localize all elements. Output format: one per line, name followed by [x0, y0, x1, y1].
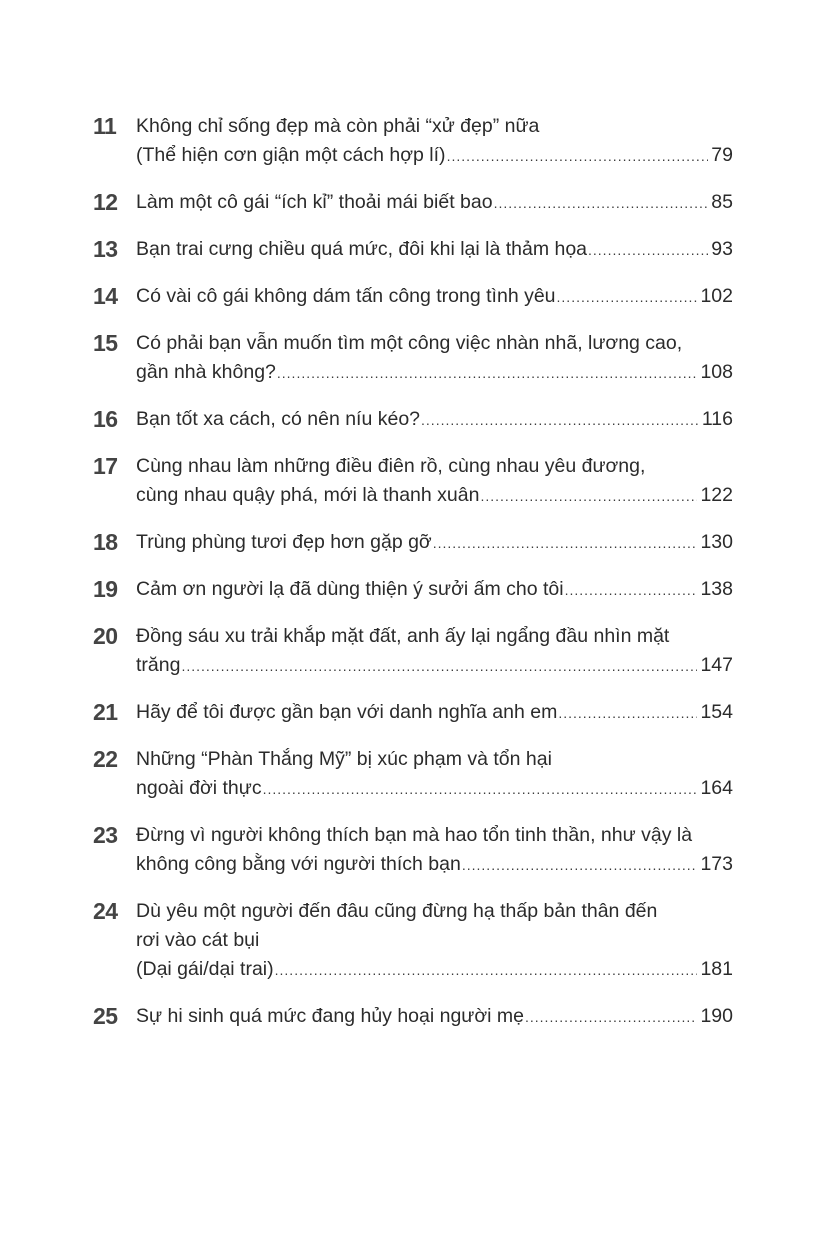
toc-entry[interactable]	[93, 112, 733, 171]
toc-entry[interactable]	[93, 1002, 733, 1032]
title-line: Dù yêu một người đến đâu cũng đừng hạ thấp bản thân đến	[136, 900, 658, 922]
title-line: Sự hi sinh quá mức đang hủy hoại người mẹ	[136, 1005, 524, 1027]
entry-body	[136, 329, 733, 388]
toc-entry[interactable]	[93, 622, 733, 681]
toc-entry[interactable]	[93, 282, 733, 312]
chapter-number: 14	[93, 283, 118, 309]
toc-entry[interactable]	[93, 452, 733, 511]
title-line: Trùng phùng tươi đẹp hơn gặp gỡ	[136, 531, 432, 553]
toc-entry[interactable]	[93, 188, 733, 218]
dot-leader	[494, 189, 709, 218]
leader-line	[136, 235, 733, 265]
page-number: 138	[700, 578, 733, 600]
title-line: Làm một cô gái “ích kỉ” thoải mái biết bao	[136, 191, 493, 213]
entry-body	[136, 1002, 733, 1032]
chapter-number: 15	[93, 330, 118, 356]
entry-body	[136, 575, 733, 605]
title-line: Không chỉ sống đẹp mà còn phải “xử đẹp” nữa	[136, 115, 540, 137]
page-number: 108	[700, 361, 733, 383]
dot-leader	[557, 283, 698, 312]
page-number: 130	[700, 531, 733, 553]
leader-line	[136, 141, 733, 171]
toc-entry[interactable]	[93, 897, 733, 985]
leader-line	[136, 358, 733, 388]
title-line: Bạn trai cưng chiều quá mức, đôi khi lại là thảm họa	[136, 238, 588, 260]
page-number: 93	[711, 238, 733, 260]
title-line: trăng	[136, 654, 181, 676]
title-line: Bạn tốt xa cách, có nên níu kéo?	[136, 408, 421, 430]
leader-line	[136, 955, 733, 985]
toc-entry[interactable]	[93, 745, 733, 804]
dot-leader	[181, 652, 697, 681]
leader-line	[136, 651, 733, 681]
toc-entry[interactable]	[93, 698, 733, 728]
entry-body	[136, 235, 733, 265]
title-line: (Thể hiện cơn giận một cách hợp lí)	[136, 144, 446, 166]
title-line: Đừng vì người không thích bạn mà hao tổn tinh thần, như vậy là	[136, 824, 693, 846]
title-line: Có vài cô gái không dám tấn công trong tình yêu	[136, 285, 556, 307]
page-number: 181	[700, 958, 733, 980]
chapter-number: 12	[93, 189, 118, 215]
title-line: Có phải bạn vẫn muốn tìm một công việc nhàn nhã, lương cao,	[136, 332, 683, 354]
title-line: gần nhà không?	[136, 361, 276, 383]
page-number: 102	[700, 285, 733, 307]
page-number: 190	[700, 1005, 733, 1027]
leader-line	[136, 575, 733, 605]
title-line: rơi vào cát bụi	[136, 929, 260, 951]
page-number: 85	[711, 191, 733, 213]
page-number: 122	[700, 484, 733, 506]
dot-leader	[275, 956, 698, 985]
chapter-number: 13	[93, 236, 118, 262]
entry-body	[136, 622, 733, 681]
chapter-number: 16	[93, 406, 118, 432]
chapter-number: 23	[93, 822, 118, 848]
entry-body	[136, 282, 733, 312]
toc-entry[interactable]	[93, 235, 733, 265]
entry-body	[136, 821, 733, 880]
title-line: (Dại gái/dại trai)	[136, 958, 274, 980]
chapter-number: 17	[93, 453, 118, 479]
table-of-contents	[93, 112, 733, 1049]
toc-entry[interactable]	[93, 405, 733, 435]
dot-leader	[588, 236, 708, 265]
dot-leader	[263, 775, 698, 804]
dot-leader	[565, 576, 698, 605]
title-line: Cùng nhau làm những điều điên rồ, cùng nhau yêu đương,	[136, 455, 646, 477]
entry-body	[136, 528, 733, 558]
title-line: Cảm ơn người lạ đã dùng thiện ý sưởi ấm cho tôi	[136, 578, 564, 600]
dot-leader	[447, 142, 709, 171]
toc-entry[interactable]	[93, 575, 733, 605]
entry-body	[136, 112, 733, 171]
leader-line	[136, 481, 733, 511]
leader-line	[136, 1002, 733, 1032]
page-number: 154	[700, 701, 733, 723]
chapter-number: 11	[93, 113, 117, 139]
title-line: Hãy để tôi được gần bạn với danh nghĩa anh em	[136, 701, 558, 723]
chapter-number: 18	[93, 529, 118, 555]
dot-leader	[433, 529, 698, 558]
toc-entry[interactable]	[93, 329, 733, 388]
entry-body	[136, 897, 733, 985]
page-number: 173	[700, 853, 733, 875]
chapter-number: 21	[93, 699, 118, 725]
dot-leader	[525, 1003, 697, 1032]
leader-line	[136, 282, 733, 312]
dot-leader	[421, 406, 699, 435]
toc-entry[interactable]	[93, 821, 733, 880]
entry-body	[136, 698, 733, 728]
toc-entry[interactable]	[93, 528, 733, 558]
page-number: 164	[700, 777, 733, 799]
title-line: Những “Phàn Thắng Mỹ” bị xúc phạm và tổn hại	[136, 748, 552, 770]
leader-line	[136, 188, 733, 218]
dot-leader	[277, 359, 698, 388]
chapter-number: 24	[93, 898, 118, 924]
dot-leader	[462, 851, 698, 880]
leader-line	[136, 528, 733, 558]
title-line: Đồng sáu xu trải khắp mặt đất, anh ấy lại ngẩng đầu nhìn mặt	[136, 625, 670, 647]
title-line: không công bằng với người thích bạn	[136, 853, 461, 875]
page-number: 116	[701, 408, 733, 430]
leader-line	[136, 774, 733, 804]
chapter-number: 22	[93, 746, 118, 772]
dot-leader	[480, 482, 697, 511]
chapter-number: 25	[93, 1003, 118, 1029]
dot-leader	[558, 699, 697, 728]
page-number: 147	[700, 654, 733, 676]
page-number: 79	[711, 144, 733, 166]
entry-body	[136, 745, 733, 804]
entry-body	[136, 188, 733, 218]
entry-body	[136, 452, 733, 511]
leader-line	[136, 405, 733, 435]
entry-body	[136, 405, 733, 435]
title-line: cùng nhau quậy phá, mới là thanh xuân	[136, 484, 480, 506]
leader-line	[136, 850, 733, 880]
chapter-number: 19	[93, 576, 118, 602]
leader-line	[136, 698, 733, 728]
title-line: ngoài đời thực	[136, 777, 262, 799]
chapter-number: 20	[93, 623, 118, 649]
